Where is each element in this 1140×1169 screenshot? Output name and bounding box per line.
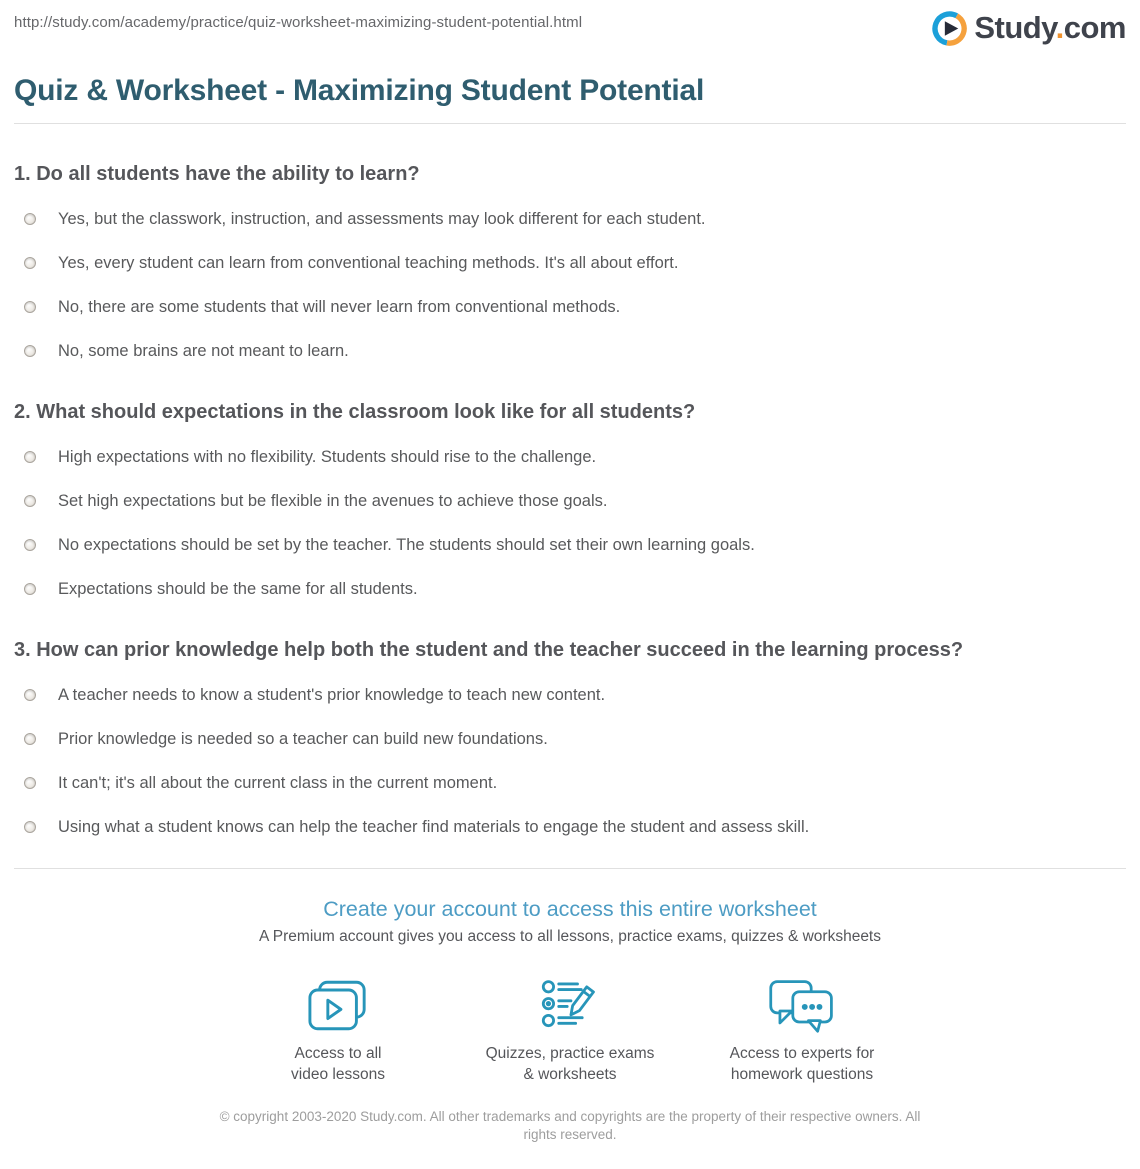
feature-list	[14, 976, 1126, 1085]
radio-button[interactable]	[24, 451, 36, 463]
copyright-text: © copyright 2003-2020 Study.com. All other trademarks and copyrights are the property of their respective owners. All rights reserved.	[219, 1109, 921, 1142]
radio-button[interactable]	[24, 345, 36, 357]
question-3-option-2[interactable]	[14, 728, 1126, 750]
question-2-option-4[interactable]	[14, 578, 1126, 600]
play-circle-icon	[932, 11, 967, 46]
chat-experts-icon	[768, 976, 836, 1034]
radio-button[interactable]	[24, 539, 36, 551]
question-1-option-4[interactable]	[14, 340, 1126, 362]
radio-button[interactable]	[24, 301, 36, 313]
option-label: Prior knowledge is needed so a teacher can build new foundations.	[58, 730, 548, 748]
signup-section	[14, 895, 1126, 1085]
option-label: Yes, every student can learn from conventional teaching methods. It's all about effort.	[58, 254, 679, 272]
feature-label: Access to experts for homework questions	[729, 1045, 875, 1083]
question-2-option-3[interactable]	[14, 534, 1126, 556]
option-label: Using what a student knows can help the teacher find materials to engage the student and assess skill.	[58, 818, 810, 836]
signup-subheading: A Premium account gives you access to all lessons, practice exams, quizzes & worksheets	[259, 928, 881, 945]
question-1-heading: 1. Do all students have the ability to learn?	[14, 163, 420, 185]
radio-button[interactable]	[24, 257, 36, 269]
radio-button[interactable]	[24, 213, 36, 225]
page-title: Quiz & Worksheet - Maximizing Student Potential	[14, 74, 705, 107]
video-lessons-icon	[307, 976, 369, 1034]
question-3-option-1[interactable]	[14, 684, 1126, 706]
radio-button[interactable]	[24, 495, 36, 507]
signup-divider	[14, 868, 1126, 869]
question-1-option-3[interactable]	[14, 296, 1126, 318]
feature-label: Quizzes, practice exams & worksheets	[485, 1045, 655, 1083]
question-2	[14, 399, 1126, 600]
radio-button[interactable]	[24, 821, 36, 833]
page-footer	[14, 1108, 1126, 1144]
feature-homework-experts	[712, 976, 892, 1085]
quiz-worksheet-icon	[540, 976, 600, 1034]
option-label: It can't; it's all about the current class in the current moment.	[58, 774, 498, 792]
option-label: A teacher needs to know a student's prior knowledge to teach new content.	[58, 686, 606, 704]
study-logo[interactable]	[932, 10, 1126, 46]
signup-heading: Create your account to access this entire worksheet	[323, 897, 817, 921]
title-divider	[14, 123, 1126, 124]
option-label: Expectations should be the same for all students.	[58, 580, 418, 598]
option-label: Set high expectations but be flexible in the avenues to achieve those goals.	[58, 492, 608, 510]
question-3	[14, 637, 1126, 838]
page-url: http://study.com/academy/practice/quiz-worksheet-maximizing-student-potential.html	[14, 14, 583, 31]
radio-button[interactable]	[24, 689, 36, 701]
radio-button[interactable]	[24, 777, 36, 789]
question-1-option-2[interactable]	[14, 252, 1126, 274]
question-2-option-2[interactable]	[14, 490, 1126, 512]
radio-button[interactable]	[24, 733, 36, 745]
question-1-option-1[interactable]	[14, 208, 1126, 230]
feature-quizzes-worksheets	[480, 976, 660, 1085]
question-2-heading: 2. What should expectations in the classroom look like for all students?	[14, 401, 696, 423]
option-label: Yes, but the classwork, instruction, and assessments may look different for each student.	[58, 210, 706, 228]
page-header	[14, 0, 1126, 52]
question-2-option-1[interactable]	[14, 446, 1126, 468]
question-1	[14, 161, 1126, 362]
option-label: No expectations should be set by the teacher. The students should set their own learning goals.	[58, 536, 755, 554]
option-label: High expectations with no flexibility. Students should rise to the challenge.	[58, 448, 597, 466]
question-3-option-3[interactable]	[14, 772, 1126, 794]
logo-text: Study.com	[974, 10, 1126, 45]
question-3-heading: 3. How can prior knowledge help both the student and the teacher succeed in the learning process?	[14, 639, 964, 661]
feature-video-lessons	[248, 976, 428, 1085]
option-label: No, there are some students that will never learn from conventional methods.	[58, 298, 621, 316]
option-label: No, some brains are not meant to learn.	[58, 342, 349, 360]
radio-button[interactable]	[24, 583, 36, 595]
question-3-option-4[interactable]	[14, 816, 1126, 838]
feature-label: Access to all video lessons	[291, 1045, 385, 1083]
